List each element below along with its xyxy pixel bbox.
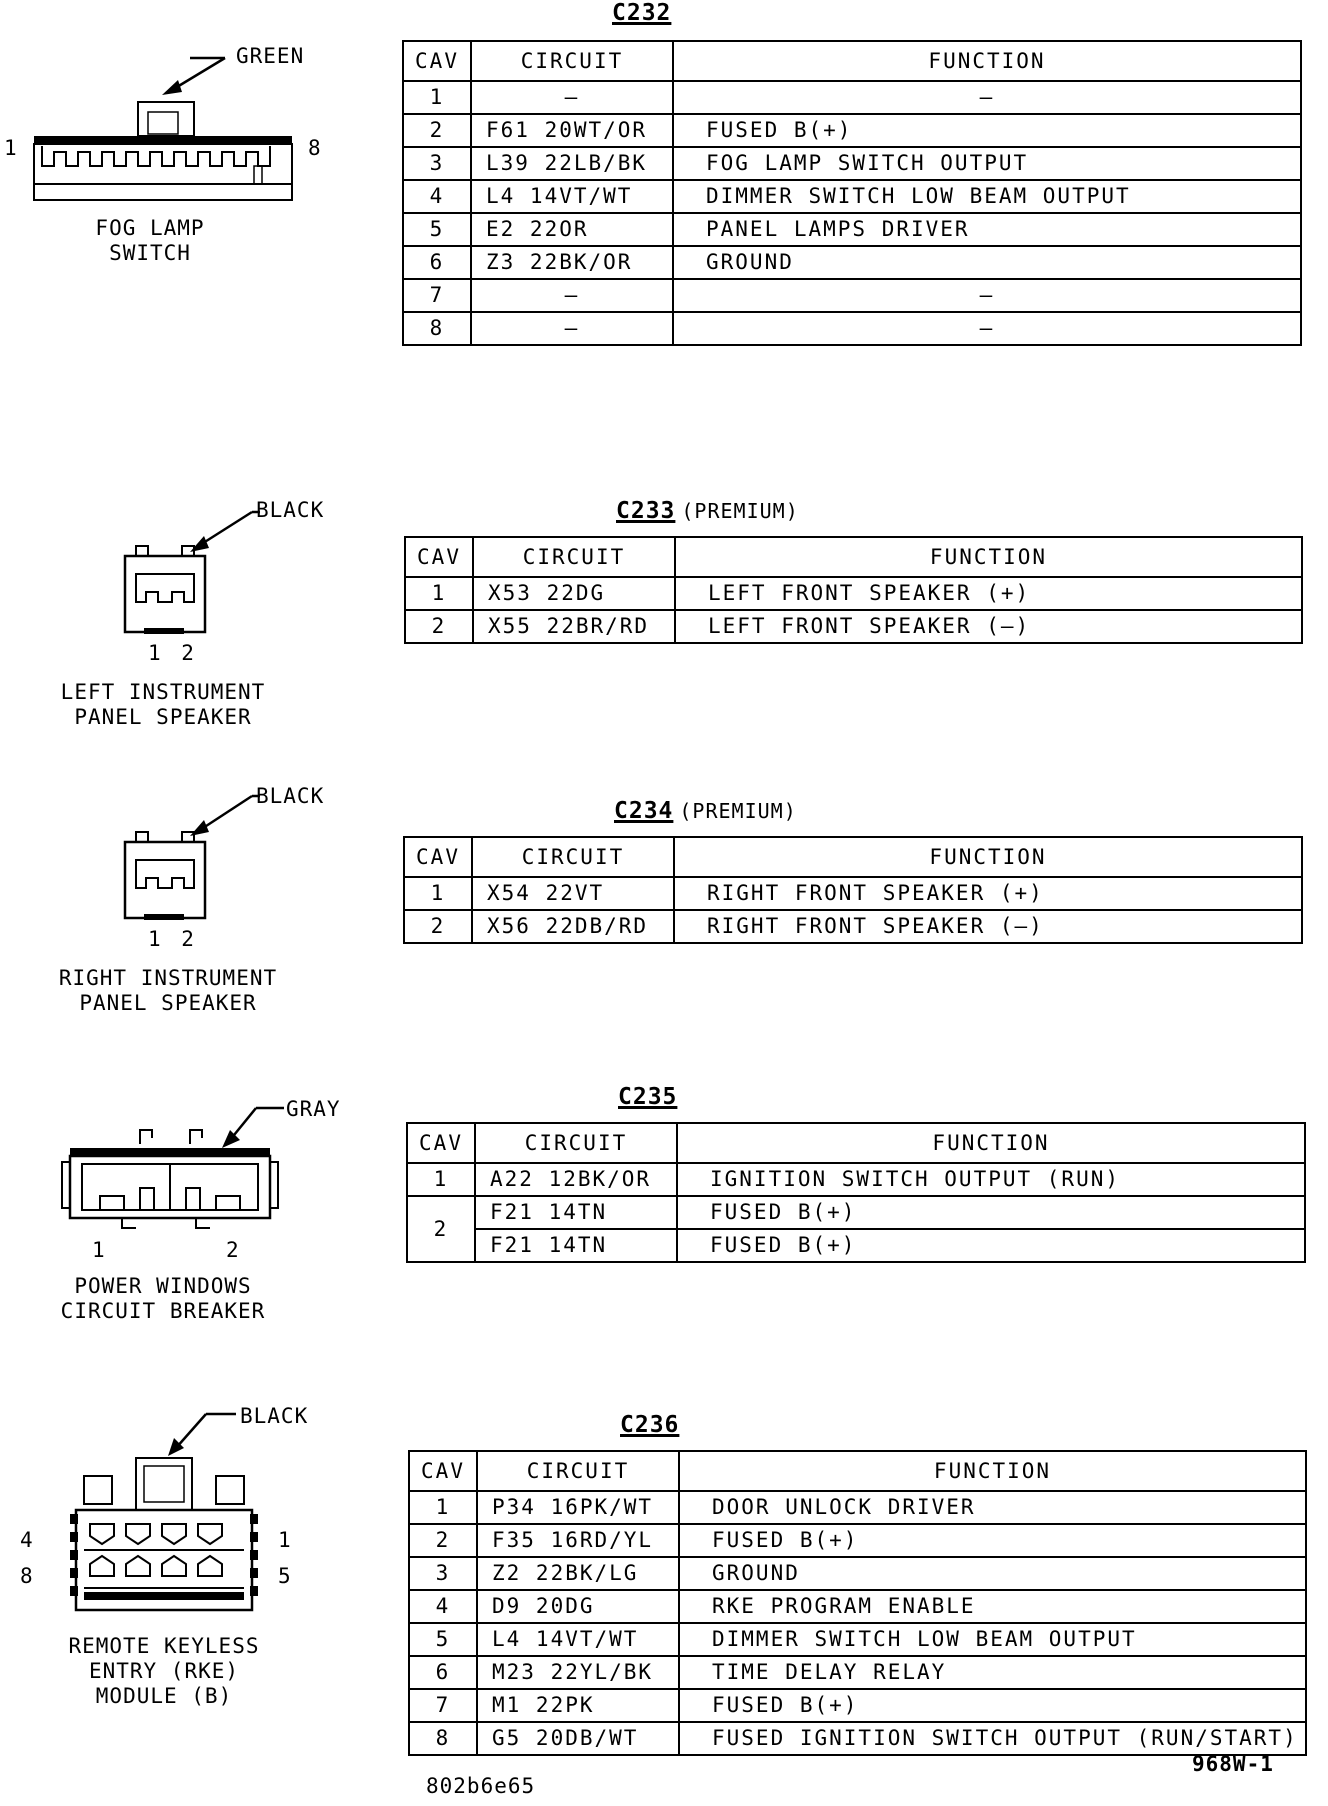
table-row: 2 F61 20WT/OR FUSED B(+) <box>403 114 1301 147</box>
c232-title <box>612 0 671 26</box>
c235-title <box>618 1084 677 1110</box>
pin-number: 4 <box>20 1528 33 1552</box>
table-row: 1 X54 22VT RIGHT FRONT SPEAKER (+) <box>404 877 1302 910</box>
left-speaker-connector-icon <box>110 500 320 650</box>
pin-numbers: 1 2 <box>148 641 198 665</box>
table-row: 1 X53 22DG LEFT FRONT SPEAKER (+) <box>405 577 1302 610</box>
table-row: 2 X56 22DB/RD RIGHT FRONT SPEAKER (–) <box>404 910 1302 943</box>
connector-color-label: BLACK <box>256 498 325 522</box>
table-row: 1 A22 12BK/OR IGNITION SWITCH OUTPUT (RUN) <box>407 1163 1305 1196</box>
c233-title <box>616 498 799 524</box>
connector-color-label: GREEN <box>236 44 305 68</box>
c233-table <box>404 536 1303 644</box>
table-row: 1 P34 16PK/WT DOOR UNLOCK DRIVER <box>409 1491 1306 1524</box>
connector-color-label: GRAY <box>286 1097 341 1121</box>
pin-number: 1 <box>92 1238 105 1262</box>
pin-number: 1 <box>278 1528 291 1552</box>
connector-label: RIGHT INSTRUMENT PANEL SPEAKER <box>58 966 278 1015</box>
table-row: 7 M1 22PK FUSED B(+) <box>409 1689 1306 1722</box>
connector-label: LEFT INSTRUMENT PANEL SPEAKER <box>60 680 266 729</box>
table-header <box>403 41 1301 81</box>
cav-header: CAV <box>403 41 471 81</box>
c236-id: C236 <box>620 1412 680 1438</box>
connector-color-label: BLACK <box>240 1404 309 1428</box>
table-row: 8 – – <box>403 312 1301 345</box>
footer-code-right: 968W-1 <box>1192 1752 1274 1776</box>
c232-id: C232 <box>612 0 672 26</box>
c233-sub: (PREMIUM) <box>681 499 799 523</box>
c235-table <box>406 1122 1306 1263</box>
connector-color-label: BLACK <box>256 784 325 808</box>
table-row: 1 – – <box>403 81 1301 114</box>
table-row: F21 14TN FUSED B(+) <box>407 1229 1305 1262</box>
pin-number: 1 <box>4 136 17 160</box>
table-row: 2 F21 14TN FUSED B(+) <box>407 1196 1305 1229</box>
c236-table <box>408 1450 1307 1756</box>
c236-title <box>620 1412 679 1438</box>
connector-label: REMOTE KEYLESS ENTRY (RKE) MODULE (B) <box>68 1634 260 1708</box>
table-row: 6 M23 22YL/BK TIME DELAY RELAY <box>409 1656 1306 1689</box>
function-header: FUNCTION <box>673 41 1301 81</box>
table-row: 4 L4 14VT/WT DIMMER SWITCH LOW BEAM OUTPUT <box>403 180 1301 213</box>
table-row: 6 Z3 22BK/OR GROUND <box>403 246 1301 279</box>
pin-number: 8 <box>308 136 321 160</box>
table-row: 4 D9 20DG RKE PROGRAM ENABLE <box>409 1590 1306 1623</box>
pin-numbers: 1 2 <box>148 927 198 951</box>
power-windows-breaker-connector-icon <box>60 1090 320 1240</box>
table-row: 7 – – <box>403 279 1301 312</box>
table-row: 8 G5 20DB/WT FUSED IGNITION SWITCH OUTPUT (RUN/START) <box>409 1722 1306 1755</box>
table-row: 3 Z2 22BK/LG GROUND <box>409 1557 1306 1590</box>
table-header: CAV CIRCUIT FUNCTION <box>409 1451 1306 1491</box>
c232-table <box>402 40 1302 346</box>
table-row: 2 F35 16RD/YL FUSED B(+) <box>409 1524 1306 1557</box>
pin-number: 5 <box>278 1564 291 1588</box>
connector-label: POWER WINDOWS CIRCUIT BREAKER <box>60 1274 266 1323</box>
table-row: 3 L39 22LB/BK FOG LAMP SWITCH OUTPUT <box>403 147 1301 180</box>
table-row: 5 E2 22OR PANEL LAMPS DRIVER <box>403 213 1301 246</box>
pin-number: 2 <box>226 1238 239 1262</box>
c234-id: C234 <box>614 798 674 824</box>
footer-code-left: 802b6e65 <box>426 1774 536 1798</box>
c233-id: C233 <box>616 498 676 524</box>
c234-table <box>403 836 1303 944</box>
pin-number: 8 <box>20 1564 33 1588</box>
table-row: 2 X55 22BR/RD LEFT FRONT SPEAKER (–) <box>405 610 1302 643</box>
rke-module-connector-icon <box>60 1396 300 1626</box>
table-header: CAV CIRCUIT FUNCTION <box>407 1123 1305 1163</box>
c234-title <box>614 798 797 824</box>
right-speaker-connector-icon <box>110 786 320 936</box>
table-header: CAV CIRCUIT FUNCTION <box>405 537 1302 577</box>
circuit-header: CIRCUIT <box>471 41 673 81</box>
table-row: 5 L4 14VT/WT DIMMER SWITCH LOW BEAM OUTPUT <box>409 1623 1306 1656</box>
c235-id: C235 <box>618 1084 678 1110</box>
c234-sub: (PREMIUM) <box>679 799 797 823</box>
table-header: CAV CIRCUIT FUNCTION <box>404 837 1302 877</box>
connector-label: FOG LAMP SWITCH <box>95 216 205 265</box>
